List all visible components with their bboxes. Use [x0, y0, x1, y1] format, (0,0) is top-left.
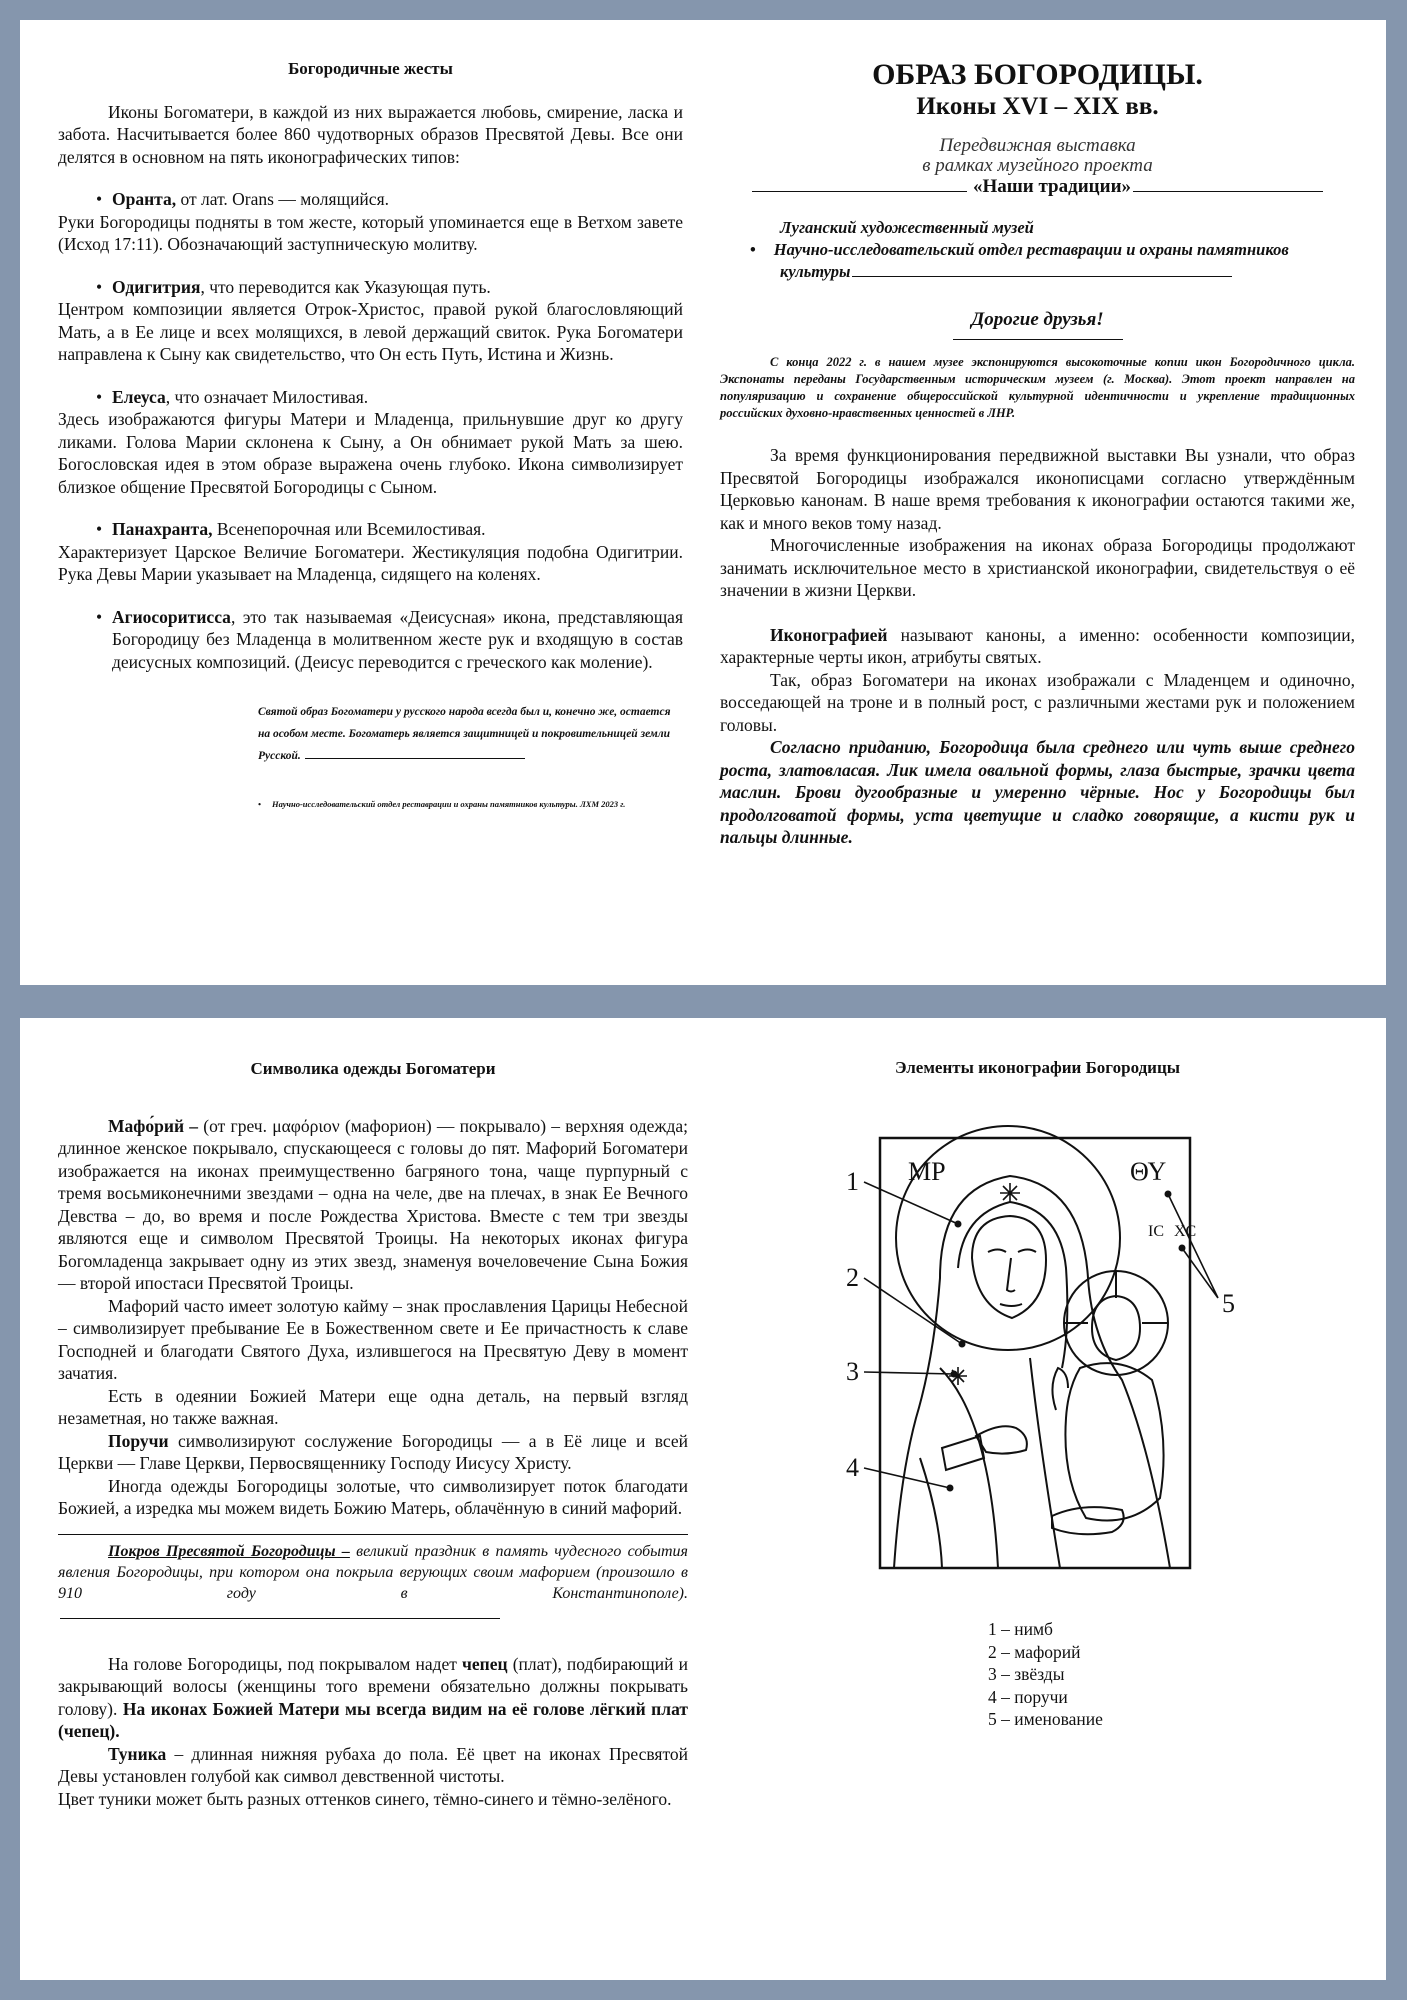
child-body [1065, 1363, 1163, 1520]
intro-paragraph: С конца 2022 г. в нашем музее экспонируются высокоточные копии икон Богородичного цикла. Экспонаты переданы Государственным историческим музеем (г. Москва). Этот проект направлен на популяризацию и сохранение общероссийской культурной идентичности и укрепление традиционных российских духовно-нравственных ценностей в ЛНР. [720, 355, 1355, 420]
sheet-bottom [20, 1018, 1386, 1980]
callout-line-1 [864, 1182, 958, 1224]
exhibit-line-1: Передвижная выставка [939, 135, 1136, 156]
department-name: • Научно-исследовательский отдел реставрации и охраны памятников культуры [750, 239, 1289, 281]
callout-number-4: 4 [846, 1453, 859, 1482]
child-blessing-hand [1052, 1368, 1068, 1410]
type-oranta: • Оранта, от лат. Orans — молящийся. Руки Богородицы подняты в том жесте, который упоминается еще в Ветхом завете (Исход 17:11). Обозначающий заступническую молитву. [58, 188, 683, 256]
detail-paragraph: Есть в одеянии Божией Матери еще одна деталь, на первый взгляд незаметная, но также важная. [58, 1385, 688, 1428]
callout-number-2: 2 [846, 1263, 859, 1292]
sheet-top [20, 20, 1386, 985]
project-name: «Наши традиции» [720, 176, 1355, 199]
legend-item: 1 – нимб [988, 1619, 1053, 1639]
callout-line-5 [1168, 1194, 1218, 1298]
tunika-paragraph: Туника – длинная нижняя рубаха до пола. Её цвет на иконах Пресвятой Девы установлен голубой как символ девственной чистоты. [58, 1743, 688, 1786]
iconography-column [720, 1058, 1355, 1729]
poruchi-paragraph: Поручи символизируют сослужение Богородицы — а в Её лице и всей Церкви — Главе Церкви, Первосвященнику Господу Иисусу Христу. [58, 1430, 688, 1473]
gestures-heading: Богородичные жесты [288, 59, 453, 78]
para-iconography: Иконографией называют каноны, а именно: особенности композиции, характерные черты икон, атрибуты святых. [720, 624, 1355, 667]
type-odigitria: • Одигитрия, что переводится как Указующая путь. Центром композиции является Отрок-Христос, правой рукой благословляющий Мать, а в Ее лице и всех молящихся, в левой держащий свиток. Рука Богоматери направлена к Сыну как свидетельство, что Он есть Путь, Истина и Жизнь. [58, 276, 683, 366]
pokrov-paragraph: Покров Пресвятой Богородицы – великий праздник в память чудесного события явления Богородицы, при котором она покрыла верующих своим мафорием (произошло в 910 году в Константинополе). [58, 1534, 688, 1625]
greeting-divider [953, 339, 1123, 340]
legend-item: 5 – именование [988, 1709, 1103, 1729]
type-desc: Руки Богородицы подняты в том жесте, который упоминается еще в Ветхом завете (Исход 17:11). Обозначающий заступническую молитву. [58, 211, 683, 254]
inscription-xc: XC [1174, 1223, 1197, 1240]
note-underline [305, 758, 525, 759]
legend [988, 1618, 1103, 1731]
inscription-ic: IC [1148, 1223, 1164, 1240]
inscription-mp: МР [908, 1157, 946, 1186]
icon-line-drawing [830, 1118, 1250, 1588]
type-name: Панахранта, [112, 519, 213, 539]
icon-frame [880, 1138, 1190, 1568]
cover-column [720, 58, 1355, 849]
footer-note: • Научно-исследовательский отдел реставрации и охраны памятников культуры. ЛХМ 2023 г. [258, 793, 683, 816]
greeting: Дорогие друзья! [971, 308, 1104, 330]
star-forehead [1000, 1183, 1020, 1203]
type-desc: Характеризует Царское Величие Богоматери. Жестикуляция подобна Одигитрии. Рука Девы Марии указывает на Младенца, сидящего на коленях. [58, 541, 683, 584]
museum-name: Луганский художественный музей [780, 217, 1034, 237]
callout-line-3 [864, 1372, 954, 1374]
para-images: Многочисленные изображения на иконах образа Богородицы продолжают занимать исключительное место в христианской иконографии, свидетельствуя о её значении в жизни Церкви. [720, 535, 1355, 600]
type-agiosoritissa: • Агиосоритисса, это так называемая «Деисусная» икона, представляющая Богородицу без Младенца в молитвенном жесте рук и входящую в состав деисусных композиций. (Деисус переводится с греческого как моление). [58, 606, 683, 674]
type-desc: Здесь изображаются фигуры Матери и Младенца, прильнувшие друг ко другу ликами. Голова Марии склонена к Сыну, а Он обнимает рукой Мать за шею. Богословская идея в этом образе выражена очень глубоко. Икона символизирует близкое общение Пресвятой Богородицы с Сыном. [58, 409, 683, 497]
drapery-folds [920, 1358, 1060, 1568]
iconography-heading: Элементы иконографии Богородицы [894, 1058, 1181, 1077]
para-depictions: Так, образ Богоматери на иконах изображали с Младенцем и одиночно, восседающей на троне и в полный рост, с различными жестами рук и положением головы. [720, 669, 1355, 735]
legend-item: 4 – поручи [988, 1686, 1068, 1707]
legend-item: 3 – звёзды [988, 1664, 1065, 1684]
poruchi [942, 1436, 984, 1470]
clothing-column [58, 1058, 688, 1810]
clothing-heading: Символика одежды Богоматери [250, 1059, 496, 1078]
type-desc: Центром композиции является Отрок-Христос, правой рукой благословляющий Мать, а в Ее лице и всех молящихся, в левой держащий свиток. Рука Богоматери направлена к Сыну как свидетельство, что Он есть Путь, Истина и Жизнь. [58, 299, 683, 364]
type-name: Одигитрия [112, 276, 201, 297]
type-name: Оранта, [112, 189, 177, 209]
type-eleusa: • Елеуса, что означает Милостивая. Здесь изображаются фигуры Матери и Младенца, прильнувшие друг ко другу ликами. Голова Марии склонена к Сыну, а Он обнимает рукой Мать за шею. Богословская идея в этом образе выражена очень глубоко. Икона символизирует близкое общение Пресвятой Богородицы с Сыном. [58, 386, 683, 499]
russian-people-note: Святой образ Богоматери у русского народа всегда был и, конечно же, остается на особом месте. Богоматерь является защитницей и покровительницей земли Русской. [258, 706, 671, 762]
kayma-paragraph: Мафорий часто имеет золотую кайму – знак прославления Царицы Небесной – символизирует пребывание Ее в Божественном свете и Ее причастность к славе Господней и благодати Святого Духа, излившегося на Пресвятую Деву в момент зачатия. [58, 1295, 688, 1383]
child-head [1092, 1296, 1140, 1360]
callout-number-3: 3 [846, 1357, 859, 1386]
callout-number-1: 1 [846, 1167, 859, 1196]
type-panahranta: • Панахранта, Всенепорочная или Всемилостивая. Характеризует Царское Величие Богоматери. Жестикуляция подобна Одигитрии. Рука Девы Марии указывает на Младенца, сидящего на коленях. [58, 518, 683, 586]
para-exhibition: За время функционирования передвижной выставки Вы узнали, что образ Пресвятой Богородицы изображался иконописцами согласно утверждённым Церковью канонам. В наше время требования к иконографии остаются такими же, как и много веков тому назад. [720, 445, 1355, 533]
type-name: Агиосоритисса [112, 606, 231, 627]
gestures-intro: Иконы Богоматери, в каждой из них выражается любовь, смирение, ласка и забота. Насчитывается более 860 чудотворных образов Пресвятой Девы. Все они делятся в основном на пять иконографических типов: [58, 101, 683, 167]
maforiy-paragraph: Мафо́рий – (от греч. μαφόριον (мафорион) — покрывало) – верхняя одежда; длинное женское покрывало, спускающееся с головы до пят. Мафорий Богоматери изображается на иконах преимущественно багряного тона, чаще пурпурный с тремя восьмиконечними звездами – одна на челе, две на плечах, в знак Ее Вечного Девства – до, во время и после Рождества Христова. Вместе с тем три звезды являются еще и символом Пресвятой Троицы. На некоторых иконах фигура Богомладенца закрывает одну из этих звезд, знаменуя вочеловечение Сына Божия — второй ипостаси Пресвятой Троицы. [58, 1115, 688, 1293]
exhibit-line-2: в рамках музейного проекта [922, 155, 1153, 176]
gold-paragraph: Иногда одежды Богородицы золотые, что символизирует поток благодати Божией, а изредка мы можем видеть Божию Матерь, облачённую в синий мафорий. [58, 1475, 688, 1518]
main-title: ОБРАЗ БОГОРОДИЦЫ. [872, 58, 1203, 91]
callout-line-2 [864, 1278, 962, 1344]
para-tradition: Согласно приданию, Богородица была среднего или чуть выше среднего роста, златовласая. Лик имела овальной формы, глаза быстрые, зрачки цвета маслин. Брови дугообразные и умеренно чёрные. Нос у Богородицы был продолговатой формы, уста цветущие и сладко говорящие, а кисти рук и пальцы длинные. [720, 737, 1355, 847]
icon-labels [846, 1157, 1235, 1482]
legend-item: 2 – мафорий [988, 1641, 1081, 1662]
sub-title: Иконы XVI – XIX вв. [916, 93, 1159, 120]
icon-artwork [864, 1126, 1218, 1568]
type-name: Елеуса [112, 386, 166, 407]
tunika-colors: Цвет туники может быть разных оттенков синего, тёмно-синего и тёмно-зелёного. [58, 1788, 672, 1809]
chepets-paragraph: На голове Богородицы, под покрывалом надет чепец (плат), подбирающий и закрывающий волосы (женщины того времени обязательно должны покрывать голову). На иконах Божией Матери мы всегда видим на её голове лёгкий плат (чепец). [58, 1653, 688, 1741]
inscription-theta: ΘΥ [1130, 1157, 1167, 1186]
face-features [988, 1250, 1036, 1307]
mary-right-hand [976, 1426, 1027, 1453]
veil-inner [958, 1202, 1067, 1368]
callout-line-4 [864, 1468, 950, 1488]
gestures-column [58, 58, 683, 816]
callout-number-5: 5 [1222, 1289, 1235, 1318]
